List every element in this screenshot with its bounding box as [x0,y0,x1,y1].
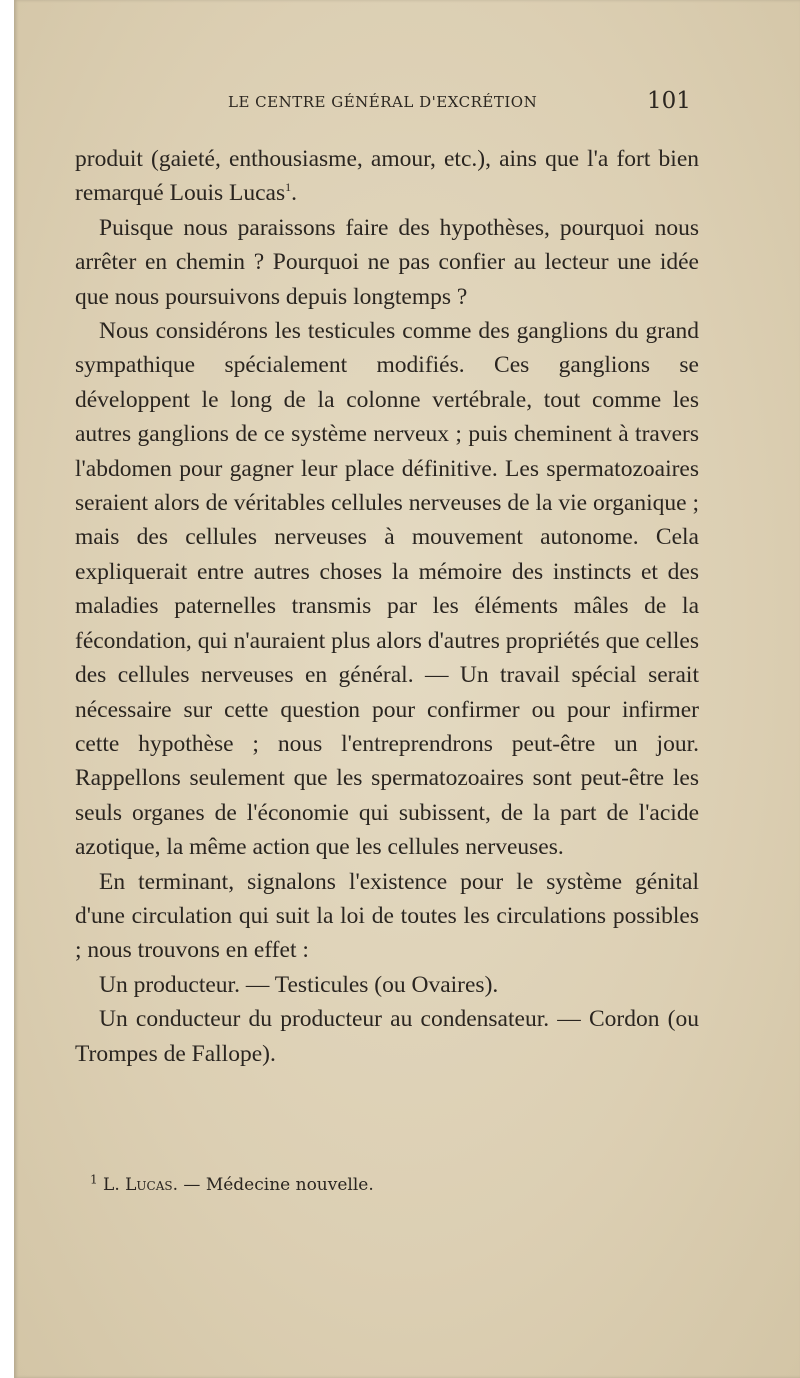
paragraph-1-text: produit (gaieté, enthousiasme, amour, etc.), ains que l'a fort bien remarqué Louis Lucas [75,146,699,207]
footnote-text: . — Médecine nouvelle. [172,1175,374,1195]
page-number: 101 [647,88,691,114]
footnote-reference: 1 [285,180,292,195]
paragraph-4: En terminant, signalons l'existence pour le système génital d'une circulation qui suit la loi de toutes les circulations possibles ; nous trouvons en effet : [75,868,699,964]
paragraph-3: Nous considérons les testicules comme des ganglions du grand sympathique spécialement modifiés. Ces ganglions se développent le long de la colonne vertébrale, tout comme les autres ganglions de ce système nerveux ; puis cheminent à travers l'abdomen pour gagner leur place définitive. Les spermatozoaires seraient alors de véritables cellules nerveuses de la vie organique ; mais des cellules nerveuses à mouvement autonome. Cela expliquerait entre autres choses la mémoire des instincts et des maladies paternelles transmis par les éléments mâles de la fécondation, qui n'auraient plus alors d'autres propriétés que celles des cellules nerveuses en général. — Un travail spécial serait nécessaire sur cette question pour confirmer ou pour infirmer cette hypothèse ; nous l'entreprendrons peut-être un jour. Rappellons seulement que les spermatozoaires sont peut-être les seuls organes de l'économie qui subissent, de la part de l'acide azotique, la même action que les cellules nerveuses. [75,318,699,861]
paragraph-2: Puisque nous paraissons faire des hypothèses, pourquoi nous arrêter en chemin ? Pourquoi ne pas confier au lecteur une idée que nous poursuivons depuis longtemps ? [75,214,699,310]
running-title: LE CENTRE GÉNÉRAL D'EXCRÉTION [228,93,538,111]
page-header [14,88,800,118]
paragraph-6: Un conducteur du producteur au condensateur. — Cordon (ou Trompes de Fallope). [75,1006,699,1067]
footnote-author: L. Lucas [103,1175,173,1195]
paragraph-1 [75,142,699,211]
body-text [75,142,699,1071]
paragraph-5: Un producteur. — Testicules (ou Ovaires). [99,971,499,998]
footnote-marker: 1 [90,1172,98,1187]
footnote [90,1172,374,1195]
book-page [14,0,800,1378]
paragraph-1-end: . [291,180,297,207]
